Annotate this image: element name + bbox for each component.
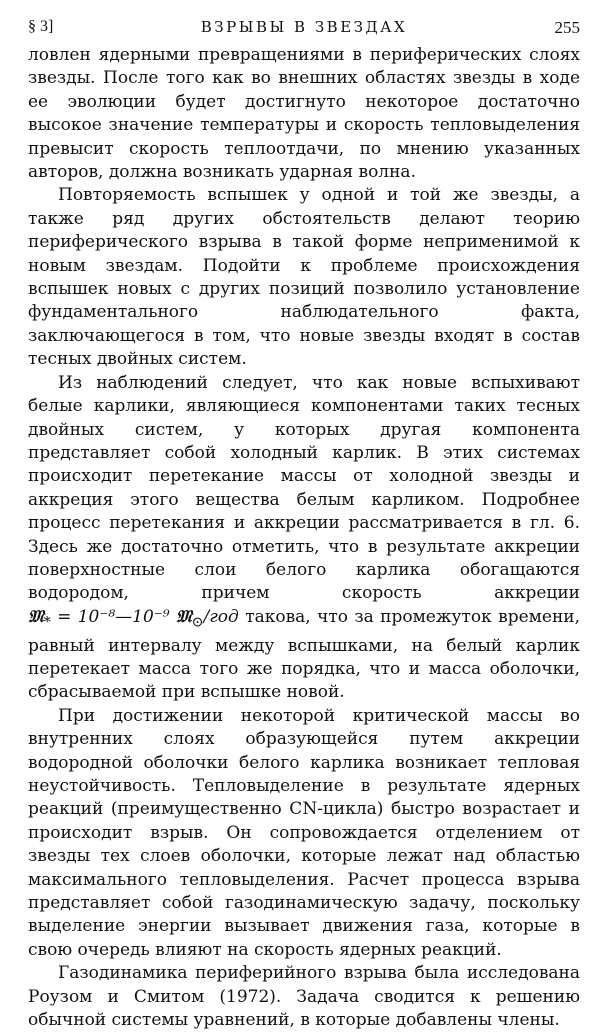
running-title: ВЗРЫВЫ В ЗВЕЗДАХ [200,18,408,36]
mass-symbol: 𝔐 [28,606,44,627]
paragraph-observations-tail: такова, что за промежуток времени, равный интервалу между вспышками, на белый карлик перетекает масса того же порядка, что и масса оболочки, сбрасываемой при вспышке новой. [28,606,581,703]
paragraph-continuation: ловлен ядерными превращениями в периферических слоях звезды. После того как во внешних областях звезды в ходе ее эволюции будет достигнуто некоторое достаточно высокое значение температуры и скорость тепловыделения превысит скорость теплоотдачи, по мнению указанных авторов, должна возникать ударная волна. [28,45,580,183]
body-text [28,44,580,1032]
paragraph-observations [28,372,580,705]
paragraph-recurrence: Повторяемость вспышек у одной и той же звезды, а также ряд других обстоятельств делают теорию периферического взрыва в такой форме неприменимой к новым звездам. Подойти к проблеме происхождения вспышек новых с других позиций позволило установление фундаментального наблюдательного факта, заключающегося в том, что новые звезды входят в состав тесных двойных систем. [28,185,580,370]
accretion-rate-formula [28,606,239,631]
per-year-unit: /год [203,606,239,627]
accretion-rate-value: = 10⁻⁸—10⁻⁹ [57,606,170,627]
book-page [28,12,581,1031]
page-number: 255 [554,18,580,37]
paragraph-observations-text: Из наблюдений следует, что как новые вспыхивают белые карлики, являющиеся компонентами таких тесных двойных систем, у которых другая компонента представляет собой холодный карлик. В этих системах происходит перетекание массы от холодной звезды и аккреция этого вещества белым карликом. Подробнее процесс перетекания и аккреции рассматривается в гл. 6. Здесь же достаточно отметить, что в результате аккреции поверхностные слои белого карлика обогащаются водородом, причем скорость аккреции [28,372,580,604]
paragraph-critical-mass: При достижении некоторой критической массы во внутренних слоях образующейся путем аккреции водородной оболочки белого карлика возникает тепловая неустойчивость. Тепловыделение в результате ядерных реакций (преимущественно CN-цикла) быстро возрастает и происходит взрыв. Он сопровождается отделением от звезды тех слоев оболочки, которые лежат над областью максимального тепловыделения. Расчет процесса взрыва представляет собой газодинамическую задачу, поскольку выделение энергии вызывает движения газа, которые в свою очередь влияют на скорость ядерных реакций. [28,705,580,960]
solar-subscript: ⊙ [191,614,204,631]
running-head [28,12,580,44]
paragraph-gas-dynamics: Газодинамика периферийного взрыва была исследована Роузом и Смитом (1972). Задача сводится к решению обычной системы уравнений, в которые добавлены члены. [28,963,580,1031]
solar-mass-symbol: 𝔐 [175,606,192,627]
section-mark: § 3] [28,18,54,35]
mass-subscript-star: * [43,614,51,631]
